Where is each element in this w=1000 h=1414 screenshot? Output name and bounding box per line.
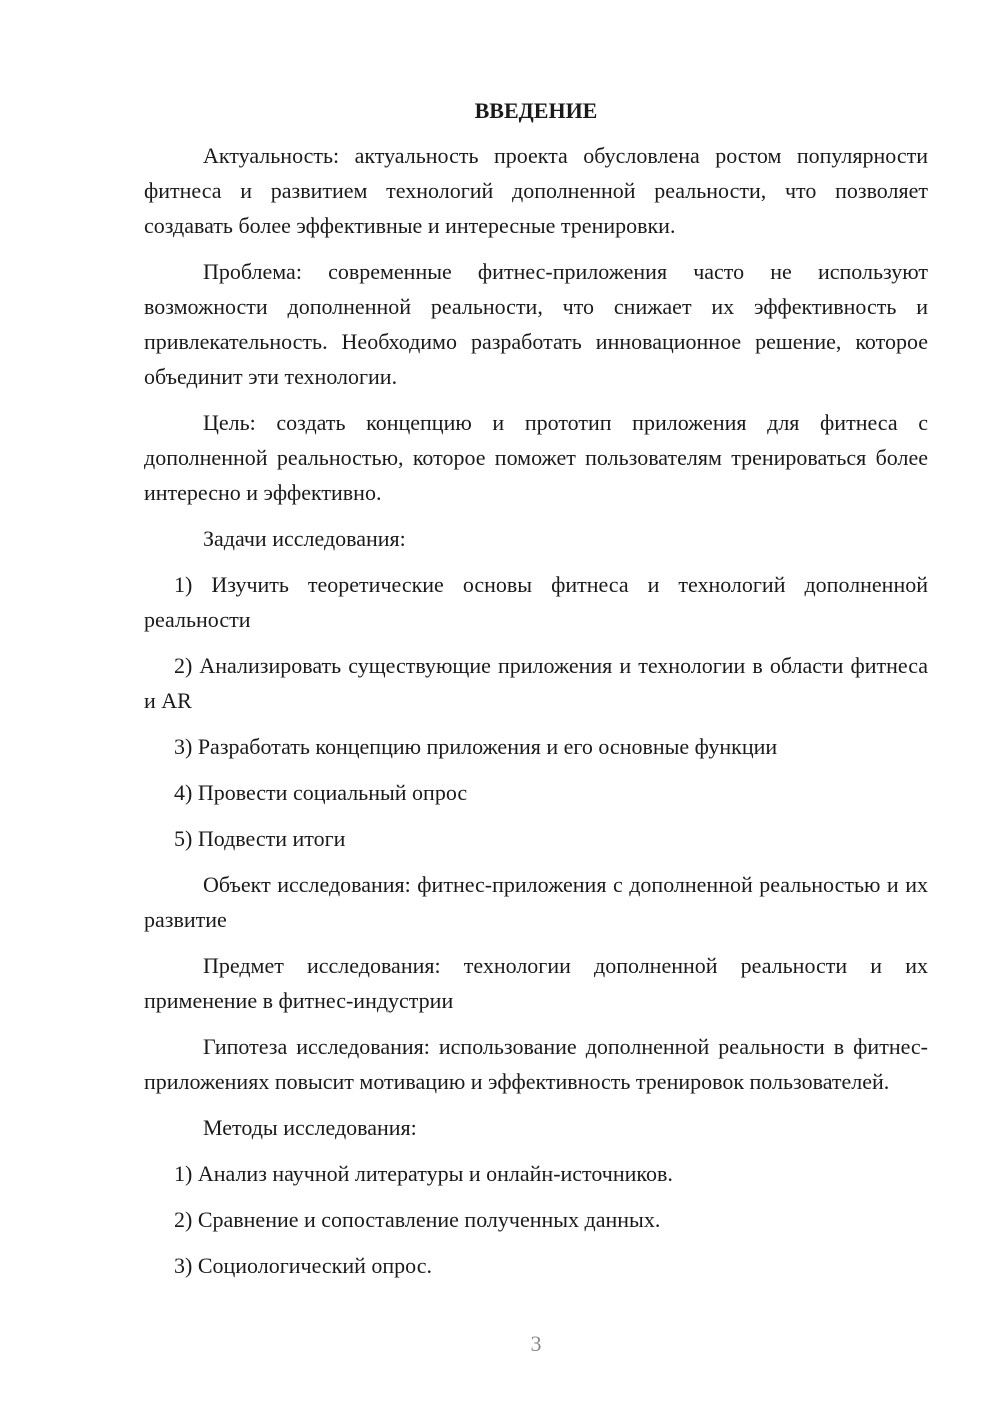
task-item: 3) Разработать концепцию приложения и его основные функции xyxy=(174,734,778,759)
task-item: 2) Анализировать существующие приложения и технологии в области фитнеса и AR xyxy=(144,653,928,713)
tasks-title: Задачи исследования: xyxy=(203,526,406,551)
goal-paragraph: Цель: создать концепцию и прототип приложения для фитнеса с дополненной реальностью, которое поможет пользователям тренироваться более интересно и эффективно. xyxy=(144,410,928,505)
relevance-paragraph: Актуальность: актуальность проекта обусловлена ростом популярности фитнеса и развитием технологий дополненной реальности, что позволяет создавать более эффективные и интересные тренировки. xyxy=(144,143,928,238)
method-item: 3) Социологический опрос. xyxy=(174,1253,432,1278)
method-item: 1) Анализ научной литературы и онлайн-источников. xyxy=(174,1161,673,1186)
task-item: 4) Провести социальный опрос xyxy=(174,780,468,805)
page-number: 3 xyxy=(530,1331,542,1356)
document-page xyxy=(144,96,928,1294)
subject-paragraph: Предмет исследования: технологии дополненной реальности и их применение в фитнес-индустрии xyxy=(144,953,928,1013)
methods-title: Методы исследования: xyxy=(203,1115,417,1140)
hypothesis-paragraph: Гипотеза исследования: использование дополненной реальности в фитнес-приложениях повысит мотивацию и эффективность тренировок пользователей. xyxy=(144,1034,928,1094)
task-item: 1) Изучить теоретические основы фитнеса и технологий дополненной реальности xyxy=(144,572,928,632)
problem-paragraph: Проблема: современные фитнес-приложения часто не используют возможности дополненной реальности, что снижает их эффективность и привлекательность. Необходимо разработать инновационное решение, которое объединит эти технологии. xyxy=(144,259,928,389)
method-item: 2) Сравнение и сопоставление полученных данных. xyxy=(174,1207,661,1232)
object-paragraph: Объект исследования: фитнес-приложения с дополненной реальностью и их развитие xyxy=(144,872,928,932)
section-heading: ВВЕДЕНИЕ xyxy=(474,98,598,123)
task-item: 5) Подвести итоги xyxy=(174,826,346,851)
